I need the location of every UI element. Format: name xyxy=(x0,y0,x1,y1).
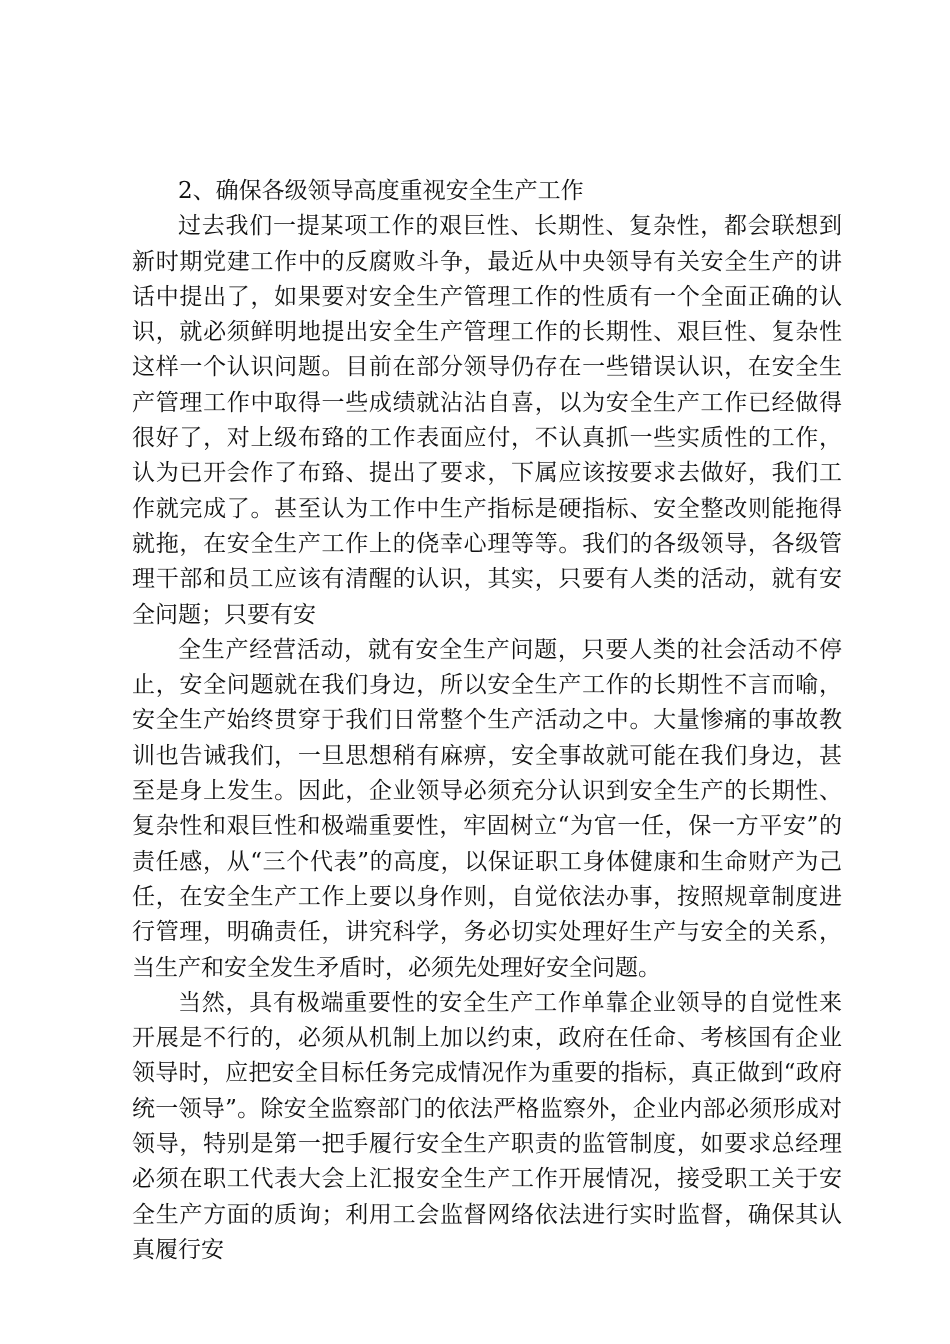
paragraph-2: 全生产经营活动，就有安全生产问题，只要人类的社会活动不停止，安全问题就在我们身边，所以安全生产工作的长期性不言而喻，安全生产始终贯穿于我们日常整个生产活动之中。大量惨痛的事故教训也告诫我们，一旦思想稍有麻痹，安全事故就可能在我们身边，甚至是身上发生。因此，企业领导必须充分认识到安全生产的长期性、复杂性和艰巨性和极端重要性，牢固树立“为官一任，保一方平安”的责任感，从“三个代表”的高度，以保证职工身体健康和生命财产为己任，在安全生产工作上要以身作则，自觉依法办事，按照规章制度进行管理，明确责任，讲究科学，务必切实处理好生产与安全的关系，当生产和安全发生矛盾时，必须先处理好安全问题。 xyxy=(132,636,842,981)
paragraph-3: 当然，具有极端重要性的安全生产工作单靠企业领导的自觉性来开展是不行的，必须从机制上加以约束，政府在任命、考核国有企业领导时，应把安全目标任务完成情况作为重要的指标，真正做到“政府统一领导”。除安全监察部门的依法严格监察外，企业内部必须形成对领导，特别是第一把手履行安全生产职责的监管制度，如要求总经理必须在职工代表大会上汇报安全生产工作开展情况，接受职工关于安全生产方面的质询；利用工会监督网络依法进行实时监督，确保其认真履行安 xyxy=(132,989,842,1263)
paragraph-1: 过去我们一提某项工作的艰巨性、长期性、复杂性，都会联想到新时期党建工作中的反腐败斗争，最近从中央领导有关安全生产的讲话中提出了，如果要对安全生产管理工作的性质有一个全面正确的认识，就必须鲜明地提出安全生产管理工作的长期性、艰巨性、复杂性这样一个认识问题。目前在部分领导仍存在一些错误认识，在安全生产管理工作中取得一些成绩就沾沾自喜，以为安全生产工作已经做得很好了，对上级布臵的工作表面应付，不认真抓一些实质性的工作，认为已开会作了布臵、提出了要求，下属应该按要求去做好，我们工作就完成了。甚至认为工作中生产指标是硬指标、安全整改则能拖得就拖，在安全生产工作上的侥幸心理等等。我们的各级领导，各级管理干部和员工应该有清醒的认识，其实，只要有人类的活动，就有安全问题；只要有安 xyxy=(132,213,842,628)
document-page xyxy=(132,174,842,1268)
section-heading: 2、确保各级领导高度重视安全生产工作 xyxy=(178,178,584,204)
